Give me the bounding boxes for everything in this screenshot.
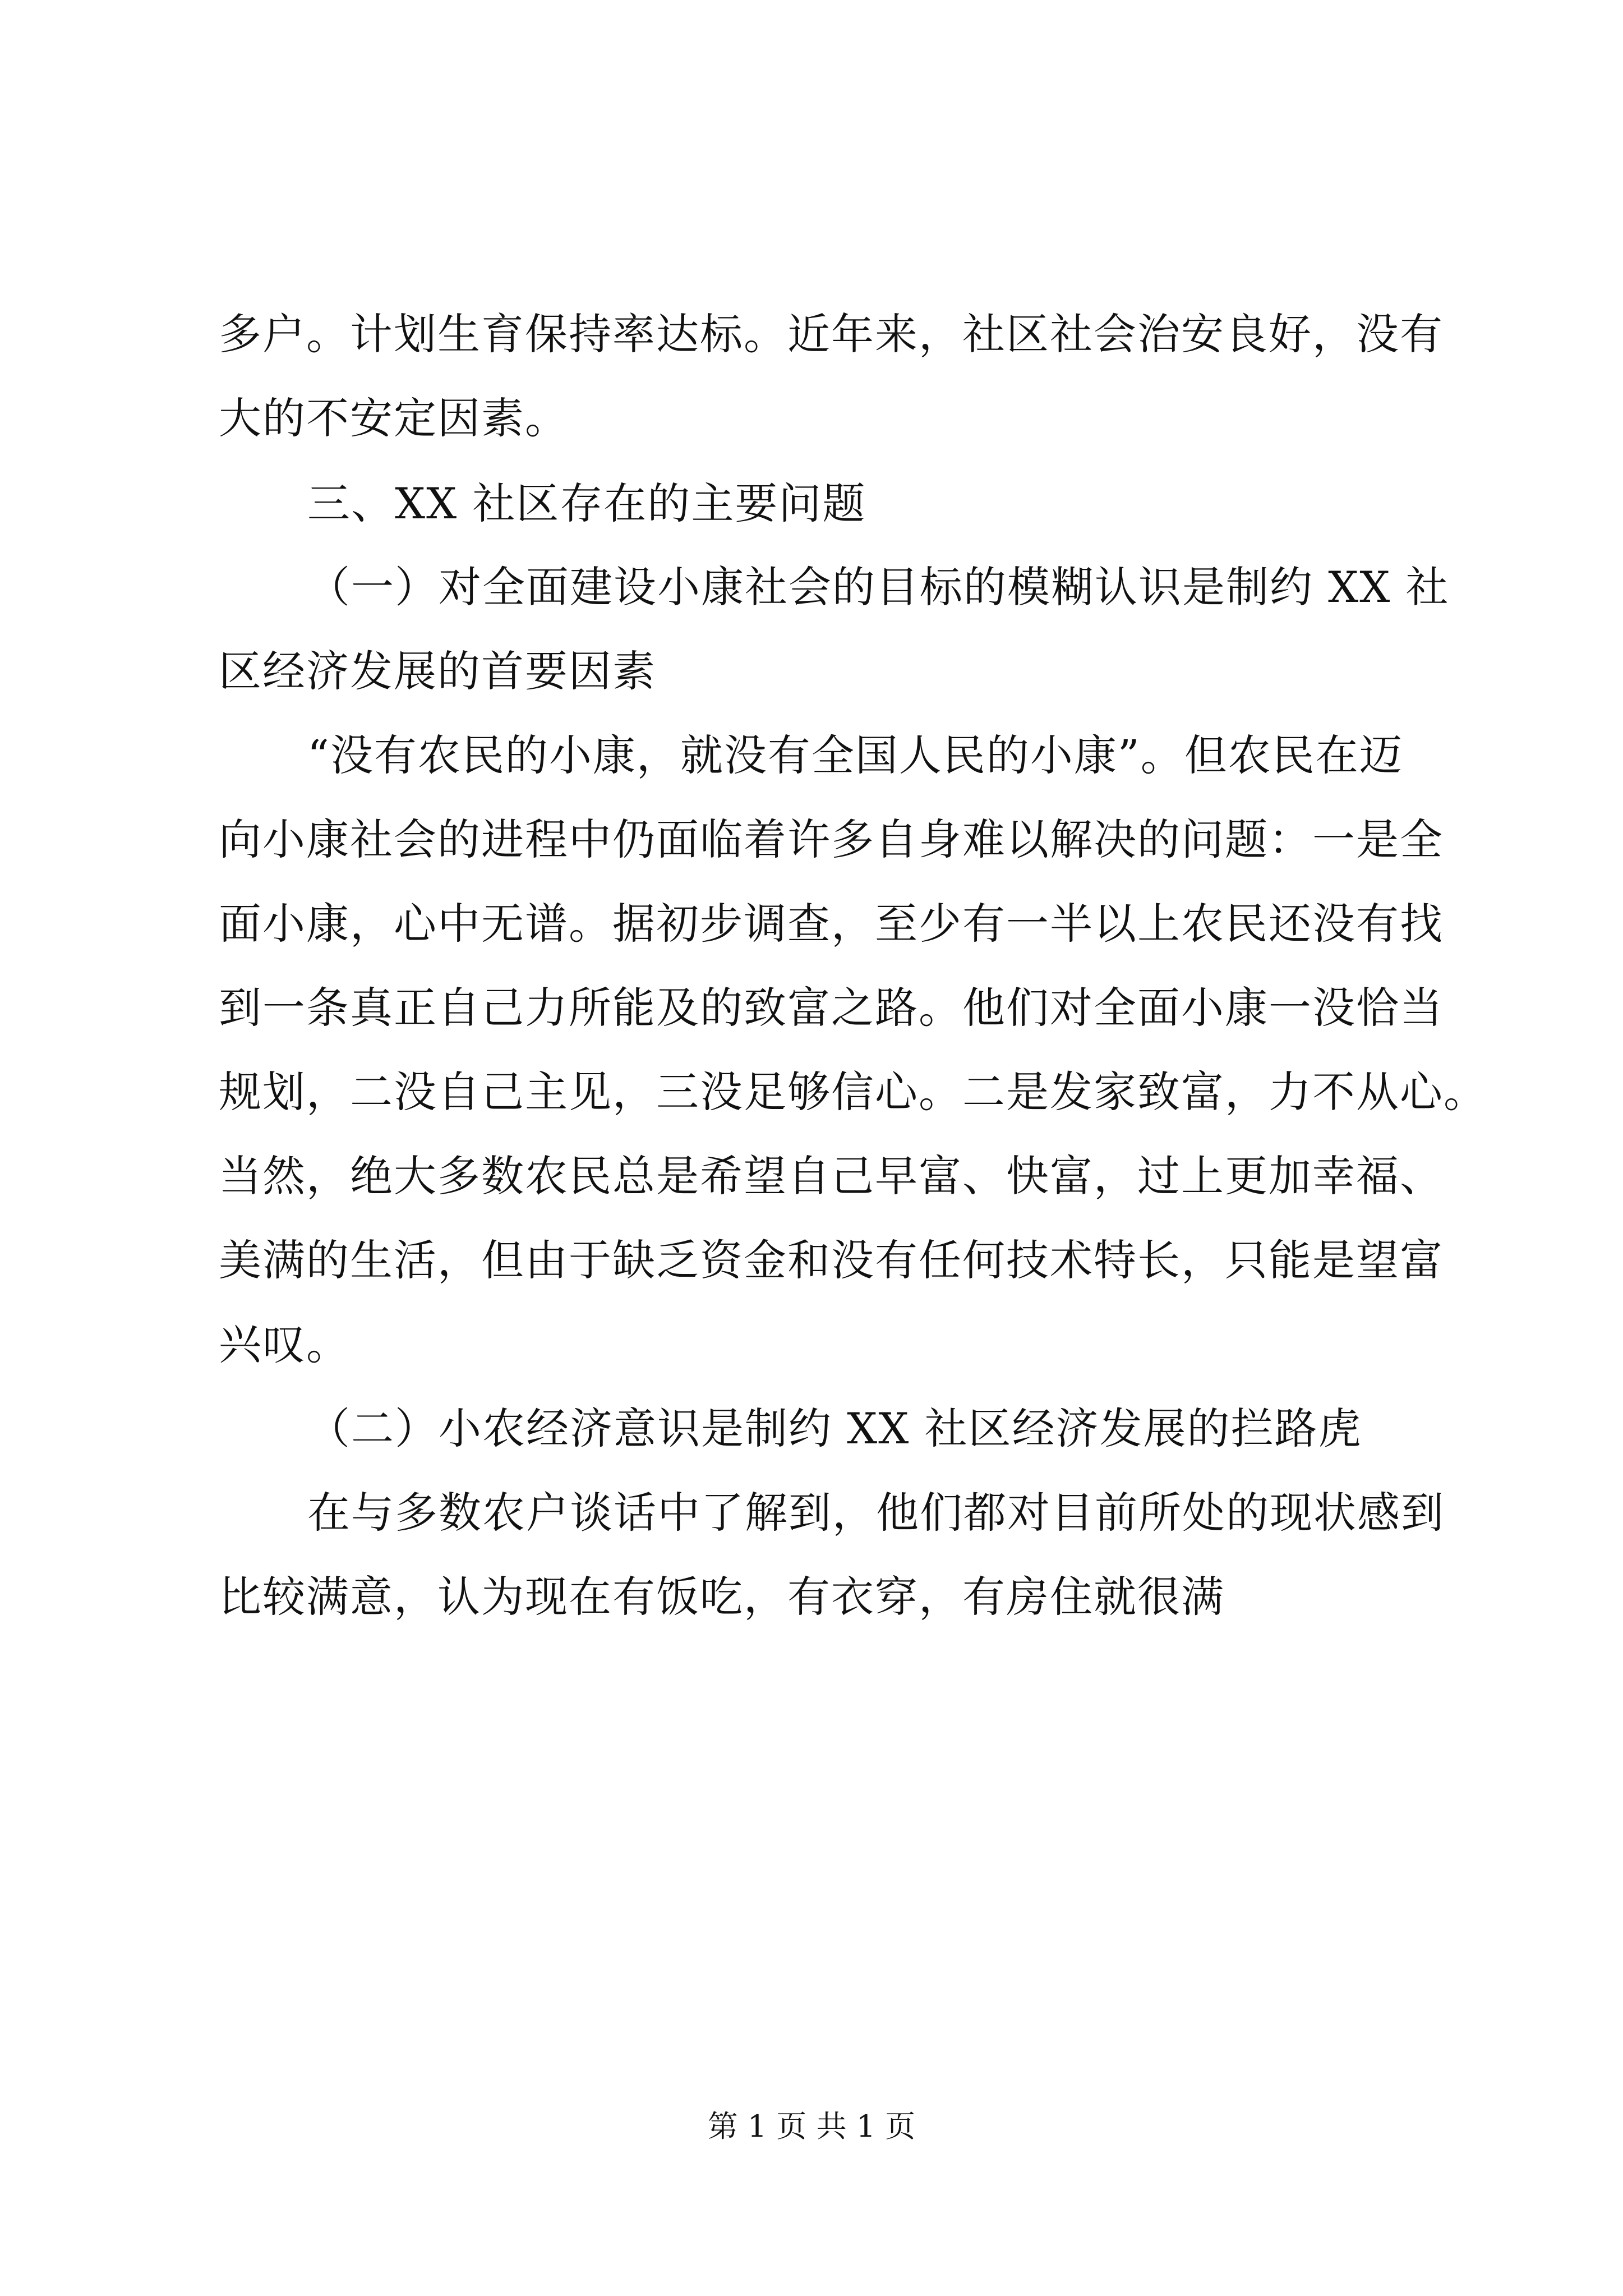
section-heading: 三、XX 社区存在的主要问题 xyxy=(307,478,866,528)
text-line: 规划，二没自己主见，三没足够信心。二是发家致富，力不从心。 xyxy=(219,1067,1487,1117)
text-line: 到一条真正自己力所能及的致富之路。他们对全面小康一没恰当 xyxy=(219,983,1444,1033)
page-number-footer: 第 1 页 共 1 页 xyxy=(707,2109,916,2144)
text-line: 比较满意，认为现在有饭吃，有衣穿，有房住就很满 xyxy=(219,1572,1225,1622)
text-line: 大的不安定因素。 xyxy=(219,393,569,443)
text-line: 在与多数农户谈话中了解到，他们都对目前所处的现状感到 xyxy=(307,1488,1445,1538)
text-line: 当然，绝大多数农民总是希望自己早富、快富，过上更加幸福、 xyxy=(219,1151,1444,1201)
text-line: 美满的生活，但由于缺乏资金和没有任何技术特长，只能是望富 xyxy=(219,1235,1444,1285)
subsection-heading: 区经济发展的首要因素 xyxy=(219,646,656,696)
subsection-heading: （二）小农经济意识是制约 XX 社区经济发展的拦路虎 xyxy=(307,1404,1362,1453)
subsection-heading: （一）对全面建设小康社会的目标的模糊认识是制约 XX 社 xyxy=(307,562,1450,612)
text-line: “没有农民的小康，就没有全国人民的小康”。但农民在迈 xyxy=(307,730,1403,780)
text-line: 向小康社会的进程中仍面临着许多自身难以解决的问题：一是全 xyxy=(219,815,1444,864)
text-line: 兴叹。 xyxy=(219,1319,350,1369)
text-line: 多户。计划生育保持率达标。近年来，社区社会治安良好，没有 xyxy=(219,309,1444,359)
text-line: 面小康，心中无谱。据初步调查，至少有一半以上农民还没有找 xyxy=(219,899,1444,949)
